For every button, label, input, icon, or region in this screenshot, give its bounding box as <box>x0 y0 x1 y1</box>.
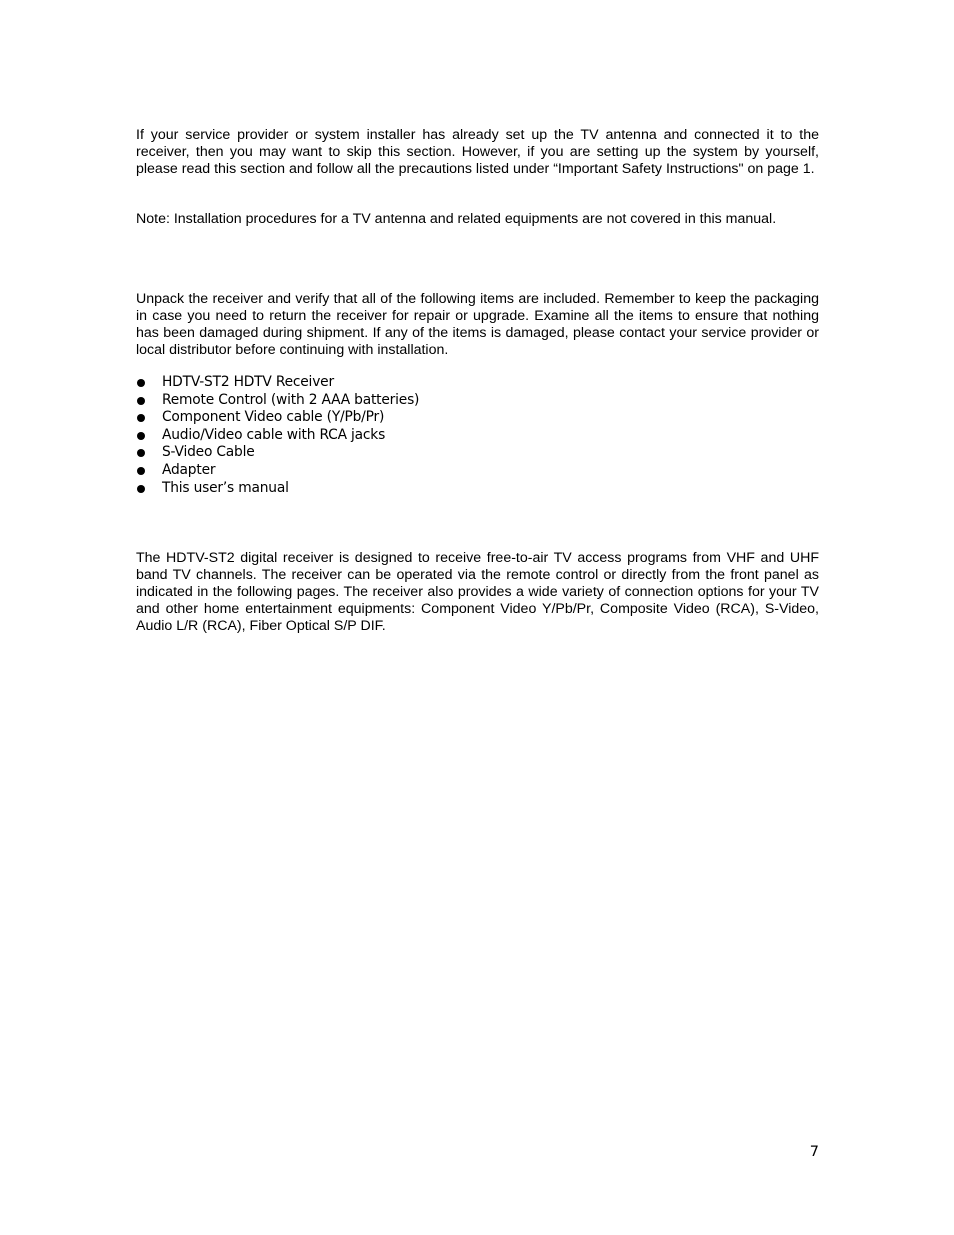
list-item <box>136 444 819 462</box>
bullet-icon <box>137 432 145 440</box>
list-item <box>136 409 819 427</box>
list-item-text: Remote Control (with 2 AAA batteries) <box>162 391 420 408</box>
bullet-icon <box>137 449 145 457</box>
list-item <box>136 462 819 480</box>
bullet-icon <box>137 397 145 405</box>
intro-paragraph: If your service provider or system installer has already set up the TV antenna and connected it to the receiver, then you may want to skip this section. However, if you are setting up the system by yourself, please read this section and follow all the precautions listed under “Important Safety Instructions" on page 1. <box>136 127 819 177</box>
list-item-text: S-Video Cable <box>162 444 255 461</box>
bullet-icon <box>137 414 145 422</box>
bullet-icon <box>137 379 145 387</box>
list-item-text: Audio/Video cable with RCA jacks <box>162 426 386 443</box>
bullet-icon <box>137 485 145 493</box>
list-item <box>136 427 819 445</box>
list-item-text: Adapter <box>162 461 216 478</box>
package-contents-list <box>136 374 819 497</box>
description-paragraph: The HDTV-ST2 digital receiver is designed to receive free-to-air TV access programs from VHF and UHF band TV channels. The receiver can be operated via the remote control or directly from the front panel as indicated in the following pages. The receiver also provides a wide variety of connection options for your TV and other home entertainment equipments: Component Video Y/Pb/Pr, Composite Video (RCA), S-Video, Audio L/R (RCA), Fiber Optical S/P DIF. <box>136 550 819 634</box>
unpack-paragraph: Unpack the receiver and verify that all of the following items are included. Remember to keep the packaging in case you need to return the receiver for repair or upgrade. Examine all the items to ensure that nothing has been damaged during shipment. If any of the items is damaged, please contact your service provider or local distributor before continuing with installation. <box>136 291 819 358</box>
list-item <box>136 374 819 392</box>
note-paragraph: Note: Installation procedures for a TV antenna and related equipments are not covered in this manual. <box>136 211 777 227</box>
bullet-icon <box>137 467 145 475</box>
page-number: 7 <box>809 1144 819 1160</box>
list-item <box>136 480 819 498</box>
list-item-text: This user’s manual <box>162 479 289 496</box>
list-item-text: HDTV-ST2 HDTV Receiver <box>162 374 334 390</box>
list-item-text: Component Video cable (Y/Pb/Pr) <box>162 409 385 426</box>
list-item <box>136 392 819 410</box>
